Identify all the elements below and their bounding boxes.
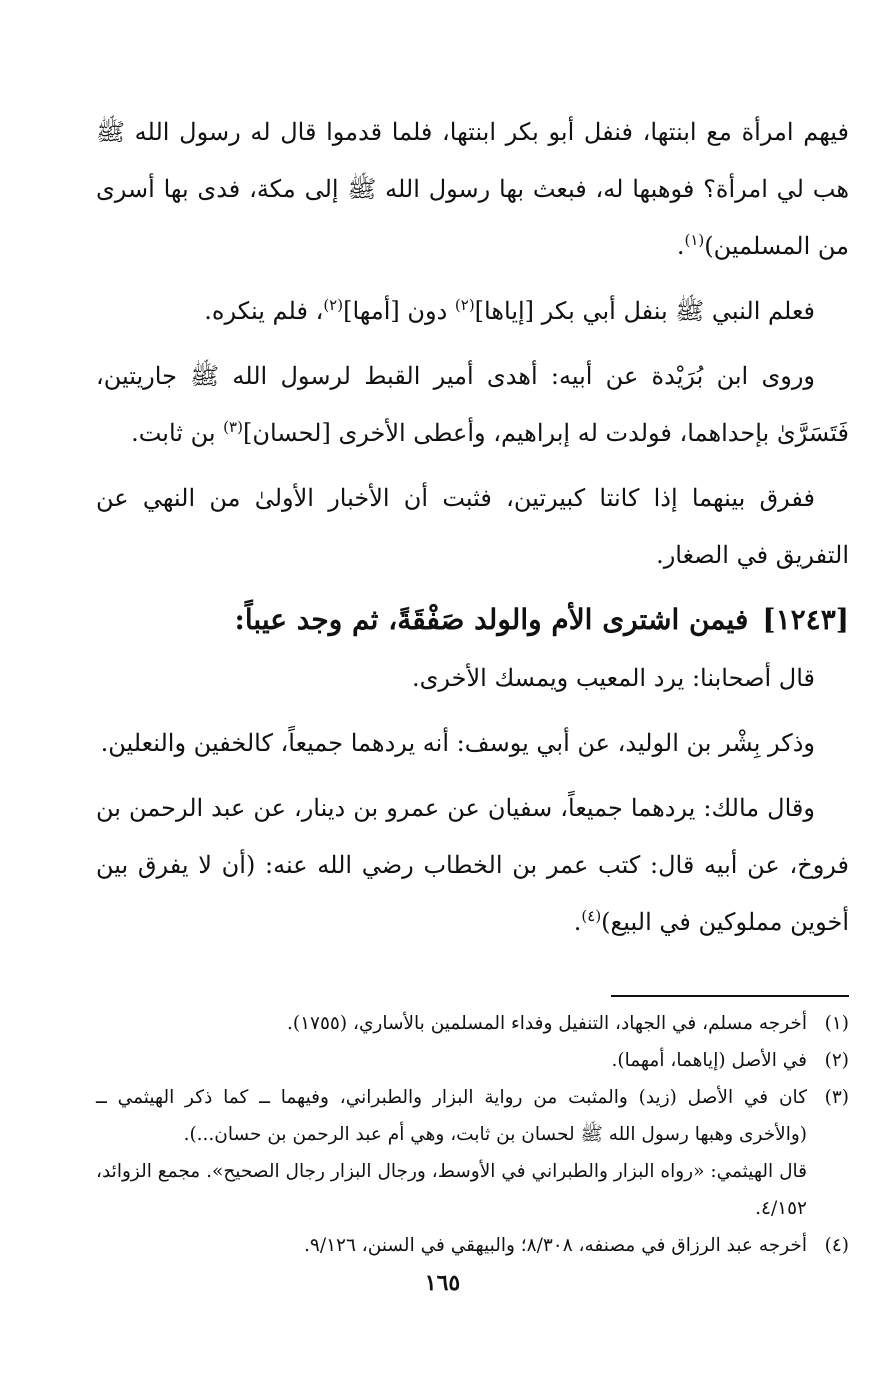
footnote-text: أخرجه عبد الرزاق في مصنفه، ٨/٣٠٨؛ والبيهقي في السنن، ٩/١٢٦. [304, 1235, 807, 1256]
paragraph-7-end: . [573, 908, 582, 936]
paragraph-2 [96, 283, 849, 340]
paragraph-2-text-b: دون [أمها] [343, 297, 455, 325]
paragraph-1-text: فيهم امرأة مع ابنتها، فنفل أبو بكر ابنتها، فلما قدموا قال له رسول الله ﷺ هب لي امرأة؟ فوهبها له، فبعث بها رسول الله ﷺ إلى مكة، فدى بها أسرى من المسلمين) [96, 118, 849, 260]
footnote-number: (٣) [824, 1087, 849, 1108]
paragraph-2-text-a: فعلم النبي ﷺ بنفل أبي بكر [إياها] [474, 297, 815, 325]
footnote-number: (٤) [824, 1235, 849, 1256]
footnote-1 [96, 1005, 849, 1042]
section-heading [96, 592, 849, 648]
paragraph-6: وذكر بِشْر بن الوليد، عن أبي يوسف: أنه يردهما جميعاً، كالخفين والنعلين. [100, 729, 815, 757]
footnote-ref-2a[interactable]: (٢) [454, 296, 475, 314]
footnote-ref-4[interactable]: (٤) [581, 907, 602, 925]
paragraph-2-text-c: ، فلم ينكره. [204, 297, 324, 325]
page-number: ١٦٥ [424, 1270, 461, 1296]
paragraph-7-text: وقال مالك: يردهما جميعاً، سفيان عن عمرو بن دينار، عن عبد الرحمن بن فروخ، عن أبيه قال: كتب عمر بن الخطاب رضي الله عنه: (أن لا يفرق بين أخوين مملوكين في البيع) [96, 794, 849, 936]
section-title: فيمن اشترى الأم والولد صَفْقَةً، ثم وجد عيباً: [234, 603, 749, 636]
footnote-4 [96, 1227, 849, 1264]
section-number: [١٢٤٣] [762, 603, 849, 636]
footnote-3 [96, 1079, 849, 1153]
paragraph-3 [96, 348, 849, 462]
footnote-text: كان في الأصل (زيد) والمثبت من رواية البزار والطبراني، وفيهما ــ كما ذكر الهيثمي ــ (والأخرى وهبها رسول الله ﷺ لحسان بن ثابت، وهي أم عبد الرحمن بن حسان...). [96, 1087, 807, 1145]
paragraph-3-text-b: بن ثابت. [131, 419, 224, 447]
paragraph-3-text-a: وروى ابن بُرَيْدة عن أبيه: أهدى أمير القبط لرسول الله ﷺ جاريتين، فَتَسَرَّىٰ بإحداهما، فولدت له إبراهيم، وأعطى الأخرى [لحسان] [96, 362, 849, 447]
footnote-number: (١) [824, 1013, 849, 1034]
footnote-ref-3[interactable]: (٣) [223, 418, 243, 436]
footnote-text: أخرجه مسلم، في الجهاد، التنفيل وفداء المسلمين بالأساري، (١٧٥٥). [287, 1013, 807, 1034]
footnote-text: في الأصل (إياهما، أمهما). [611, 1050, 807, 1071]
paragraph-7 [96, 780, 849, 951]
footnote-3-continuation: قال الهيثمي: «رواه البزار والطبراني في الأوسط، ورجال البزار رجال الصحيح». مجمع الزوائد، ٤/١٥٢. [96, 1161, 807, 1219]
paragraph-1 [96, 104, 849, 275]
footnote-separator [611, 995, 849, 997]
footnotes [96, 1005, 849, 1264]
paragraph-5: قال أصحابنا: يرد المعيب ويمسك الأخرى. [411, 664, 815, 692]
paragraph-4: ففرق بينهما إذا كانتا كبيرتين، فثبت أن الأخبار الأولىٰ من النهي عن التفريق في الصغار. [96, 484, 849, 569]
footnote-ref-2b[interactable]: (٢) [323, 296, 344, 314]
paragraph-1-end: . [676, 232, 685, 260]
footnote-2 [96, 1042, 849, 1079]
footnote-number: (٢) [824, 1050, 849, 1071]
footnote-ref-1[interactable]: (١) [684, 231, 705, 249]
